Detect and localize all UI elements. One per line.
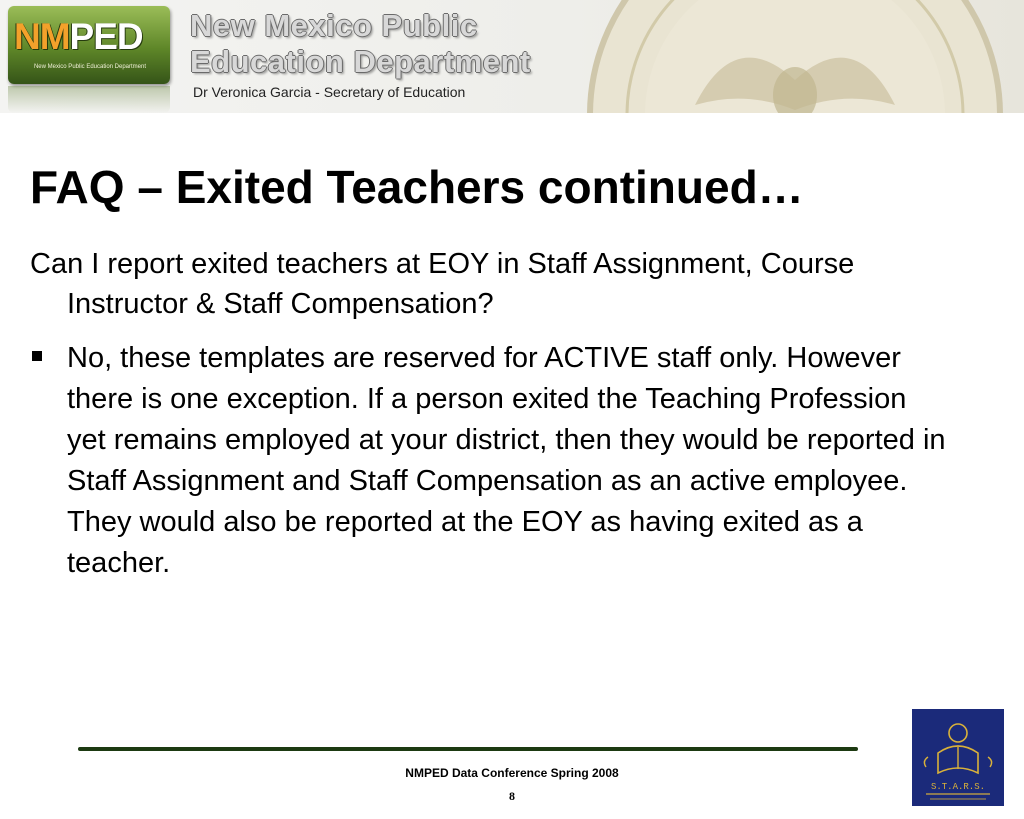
logo-ped-text: PED: [69, 16, 143, 57]
department-name-line2: Education Department: [190, 44, 531, 79]
footer-conference: NMPED Data Conference Spring 2008: [405, 766, 619, 780]
header-banner: [0, 0, 1024, 113]
square-bullet-icon: [32, 351, 42, 361]
stars-logo-text: S.T.A.R.S.: [930, 782, 986, 792]
stars-logo: [912, 709, 1004, 806]
faq-question: Can I report exited teachers at EOY in Staff Assignment, Course Instructor & Staff Compensation?: [30, 248, 855, 320]
department-name-line1: New Mexico Public: [190, 8, 478, 43]
slide-title: FAQ – Exited Teachers continued…: [30, 161, 804, 213]
logo-nm-text: NM: [14, 16, 70, 57]
nmped-logo: [8, 6, 170, 84]
logo-subtitle: New Mexico Public Education Department: [33, 64, 147, 70]
state-seal-watermark: [575, 0, 1015, 113]
footer-rule: [78, 747, 858, 751]
faq-answer-text: No, these templates are reserved for ACTIVE staff only. However there is one exception. If a person exited the Teaching Profession yet remains employed at your district, then they would be reported in Staff Assignment and Staff Compensation as an active employee. They would also be reported at the EOY as having exited as a teacher.: [67, 342, 946, 579]
logo-reflection: [8, 86, 170, 113]
secretary-line: Dr Veronica Garcia - Secretary of Education: [193, 84, 466, 100]
page-number: 8: [509, 789, 515, 803]
